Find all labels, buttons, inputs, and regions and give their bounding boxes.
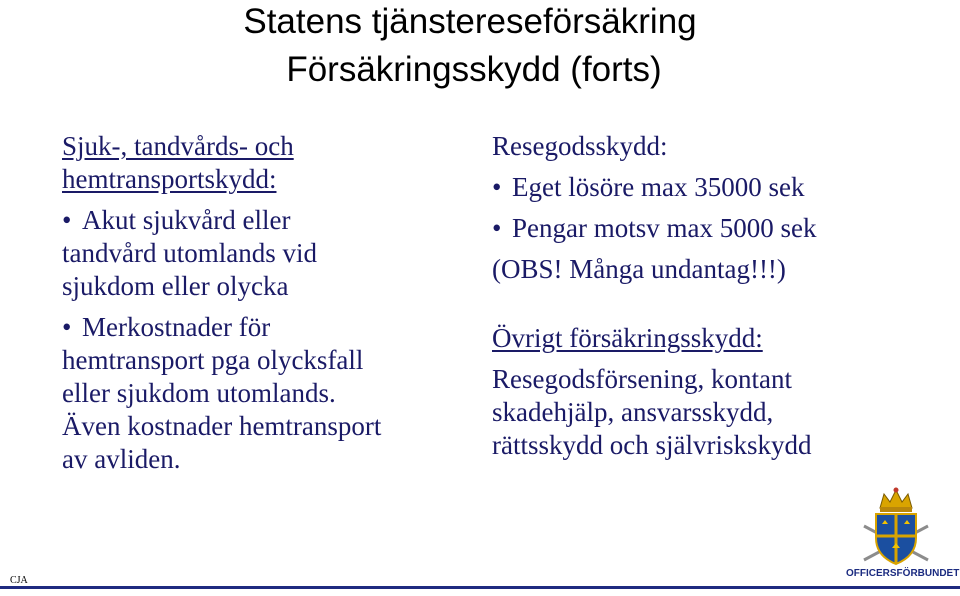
footer-divider [0,586,960,589]
left-bullet-2-line5: av avliden. [62,444,181,474]
organization-logo-text: OFFICERSFÖRBUNDET [846,568,960,579]
left-bullet-2-line3: eller sjukdom utomlands. [62,378,336,408]
bullet-icon: • [492,172,502,202]
left-bullet-2-line2: hemtransport pga olycksfall [62,345,364,375]
right-bullet-2-text: Pengar motsv max 5000 sek [512,213,817,243]
slide-subtitle: Försäkringsskydd (forts) [286,50,662,89]
left-heading-line2: hemtransportskydd: [62,164,277,194]
left-bullet-2 [62,311,482,476]
left-bullet-1 [62,204,482,303]
bullet-icon: • [62,312,72,342]
right-para-line2: skadehjälp, ansvarsskydd, [492,397,774,427]
right-column [492,130,912,462]
right-bullet-2 [492,212,912,245]
left-bullet-1-line2: tandvård utomlands vid [62,238,317,268]
right-heading: Resegodsskydd: [492,131,668,161]
left-column [62,130,482,476]
left-bullet-2-line1: Merkostnader för [82,312,271,342]
right-bullet-1-text: Eget lösöre max 35000 sek [512,172,805,202]
right-heading-2: Övrigt försäkringsskydd: [492,323,763,353]
right-bullet-1 [492,171,912,204]
right-para-line3: rättsskydd och självriskskydd [492,430,812,460]
left-bullet-2-line4: Även kostnader hemtransport [62,411,382,441]
right-para-line1: Resegodsförsening, kontant [492,364,792,394]
bullet-icon: • [62,205,72,235]
left-bullet-1-line3: sjukdom eller olycka [62,271,289,301]
crest-logo-icon [860,486,932,568]
author-initials: CJA [10,575,28,586]
left-heading-line1: Sjuk-, tandvårds- och [62,131,294,161]
slide-title: Statens tjänstereseförsäkring [243,2,697,41]
right-note: (OBS! Många undantag!!!) [492,254,786,284]
bullet-icon: • [492,213,502,243]
left-bullet-1-line1: Akut sjukvård eller [82,205,291,235]
